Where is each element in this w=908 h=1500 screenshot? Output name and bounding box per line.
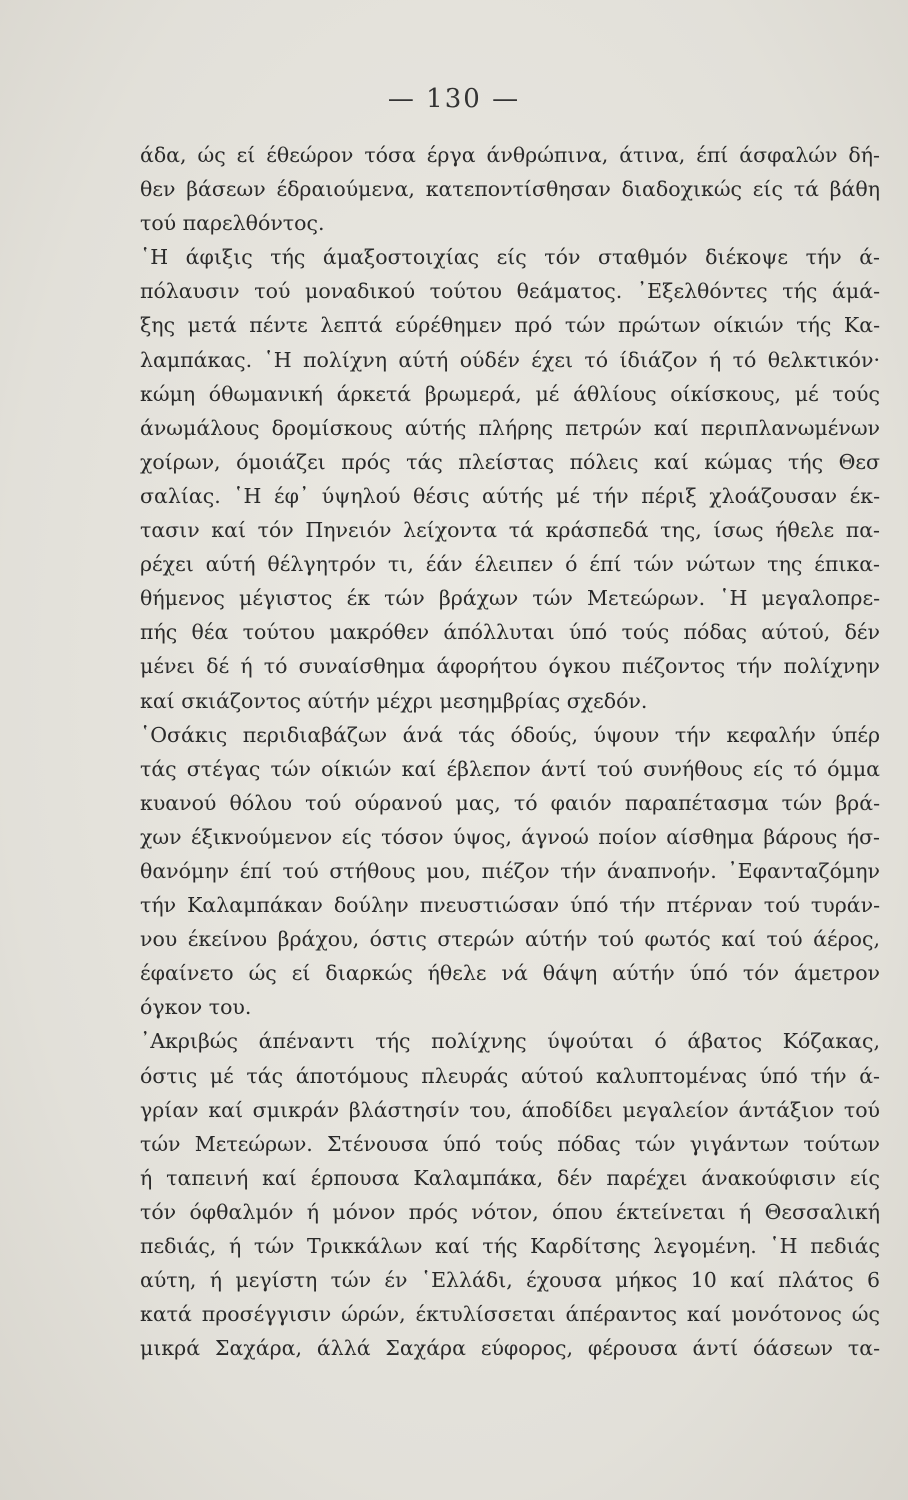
text-line: γρίαν καί σμικράν βλάστησίν του, άποδίδει μεγαλείον άντάξιον τού bbox=[140, 1097, 880, 1122]
body-text bbox=[140, 138, 880, 1365]
text-line: τάς στέγας τών οίκιών καί έβλεπον άντί τού συνήθους είς τό όμμα bbox=[140, 756, 880, 781]
text-line: λαμπάκας. ῾Η πολίχνη αύτή ούδέν έχει τό ίδιάζον ή τό θελκτικόν· bbox=[140, 347, 880, 372]
text-line: ξης μετά πέντε λεπτά εύρέθημεν πρό τών πρώτων οίκιών τής Κα- bbox=[140, 313, 880, 338]
text-line: κυανού θόλου τού ούρανού μας, τό φαιόν παραπέτασμα τών βρά- bbox=[140, 790, 880, 815]
text-line: τού παρελθόντος. bbox=[140, 211, 325, 236]
text-line: ή ταπεινή καί έρπουσα Καλαμπάκα, δέν παρέχει άνακούφισιν είς bbox=[140, 1165, 880, 1190]
text-line: θεν βάσεων έδραιούμενα, κατεποντίσθησαν διαδοχικώς είς τά βάθη bbox=[140, 177, 880, 202]
text-line: θήμενος μέγιστος έκ τών βράχων τών Μετεώρων. ῾Η μεγαλοπρε- bbox=[140, 586, 880, 611]
text-line: όγκον του. bbox=[140, 995, 252, 1020]
text-line: πής θέα τούτου μακρόθεν άπόλλυται ύπό τούς πόδας αύτού, δέν bbox=[140, 620, 880, 645]
text-line: πεδιάς, ή τών Τρικκάλων καί τής Καρδίτσης λεγομένη. ῾Η πεδιάς bbox=[140, 1234, 880, 1258]
text-line: χοίρων, όμοιάζει πρός τάς πλείστας πόλεις καί κώμας τής Θεσ bbox=[140, 449, 880, 474]
text-line: νου έκείνου βράχου, όστις στερών αύτήν τού φωτός καί τού άέρος, bbox=[140, 927, 880, 952]
text-line: πόλαυσιν τού μοναδικού τούτου θεάματος. ᾿Εξελθόντες τής άμά- bbox=[140, 279, 880, 304]
text-line: όστις μέ τάς άποτόμους πλευράς αύτού καλυπτομένας ύπό τήν ά- bbox=[140, 1063, 880, 1088]
text-line: τήν Καλαμπάκαν δούλην πνευστιώσαν ύπό τήν πτέρναν τού τυράν- bbox=[140, 893, 880, 918]
text-line: θανόμην έπί τού στήθους μου, πιέζον τήν άναπνοήν. ᾿Εφανταζόμην bbox=[140, 858, 880, 883]
text-line: ρέχει αύτή θέλγητρόν τι, έάν έλειπεν ό έπί τών νώτων της έπικα- bbox=[140, 552, 880, 577]
text-line: ῾Οσάκις περιδιαβάζων άνά τάς όδούς, ύψουν τήν κεφαλήν ύπέρ bbox=[140, 722, 880, 747]
text-line: τών Μετεώρων. Στένουσα ύπό τούς πόδας τών γιγάντων τούτων bbox=[140, 1131, 880, 1156]
text-line: τασιν καί τόν Πηνειόν λείχοντα τά κράσπεδά της, ίσως ήθελε πα- bbox=[140, 518, 880, 543]
page-number: — 130 — bbox=[387, 84, 521, 114]
text-line: τόν όφθαλμόν ή μόνον πρός νότον, όπου έκτείνεται ή Θεσσαλική bbox=[140, 1199, 880, 1224]
text-line: μικρά Σαχάρα, άλλά Σαχάρα εύφορος, φέρουσα άντί όάσεων τα- bbox=[140, 1336, 880, 1361]
text-line: καί σκιάζοντος αύτήν μέχρι μεσημβρίας σχεδόν. bbox=[140, 688, 648, 713]
text-line: ῾Η άφιξις τής άμαξοστοιχίας είς τόν σταθμόν διέκοψε τήν ά- bbox=[140, 245, 880, 270]
text-line: άδα, ώς εί έθεώρον τόσα έργα άνθρώπινα, άτινα, έπί άσφαλών δή- bbox=[140, 143, 880, 167]
text-line: χων έξικνούμενον είς τόσον ύψος, άγνοώ ποίον αίσθημα βάρους ήσ- bbox=[140, 824, 880, 849]
text-line: ᾿Ακριβώς άπέναντι τής πολίχνης ύψούται ό άβατος Κόζακας, bbox=[140, 1029, 880, 1054]
text-line: άνωμάλους δρομίσκους αύτής πλήρης πετρών καί περιπλανωμένων bbox=[140, 415, 880, 440]
text-line: έφαίνετο ώς εί διαρκώς ήθελε νά θάψη αύτήν ύπό τόν άμετρον bbox=[140, 961, 880, 986]
text-line: σαλίας. ῾Η έφ᾿ ύψηλού θέσις αύτής μέ τήν πέριξ χλοάζουσαν έκ- bbox=[140, 483, 880, 508]
text-line: κατά προσέγγισιν ώρών, έκτυλίσσεται άπέραντος καί μονότονος ώς bbox=[140, 1302, 880, 1327]
text-line: κώμη όθωμανική άρκετά βρωμερά, μέ άθλίους οίκίσκους, μέ τούς bbox=[140, 381, 880, 406]
text-line: μένει δέ ή τό συναίσθημα άφορήτου όγκου πιέζοντος τήν πολίχνην bbox=[140, 654, 880, 679]
text-line: αύτη, ή μεγίστη τών έν ῾Ελλάδι, έχουσα μήκος 10 καί πλάτος 6 bbox=[140, 1268, 880, 1293]
